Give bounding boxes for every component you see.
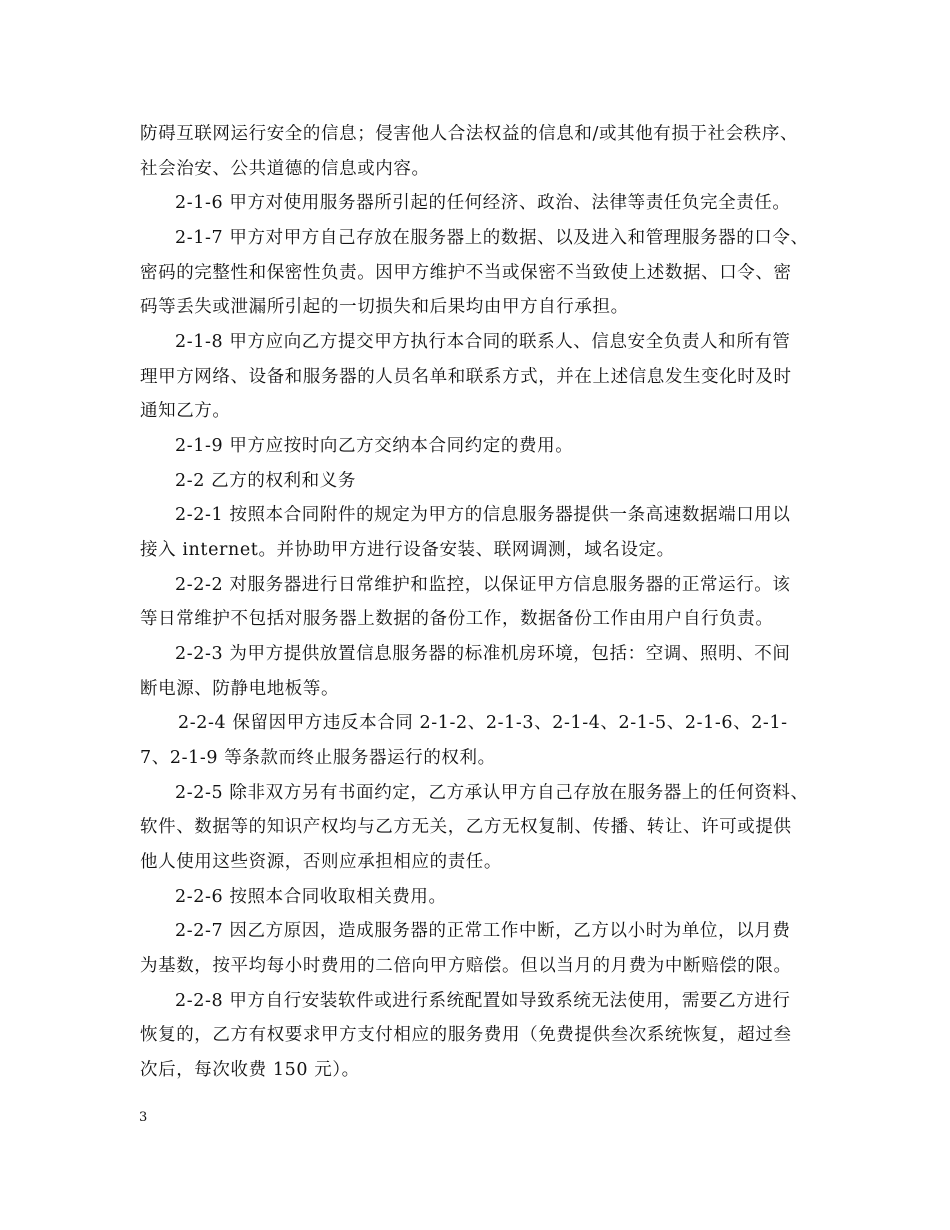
section-heading: 2-2 乙方的权利和义务 xyxy=(175,471,356,491)
text-line: 2-1-9 甲方应按时向乙方交纳本合同约定的费用。 xyxy=(175,436,574,456)
text-line: 2-1-7 甲方对甲方自己存放在服务器上的数据、以及进入和管理服务器的口令、 xyxy=(175,228,809,248)
text-line: 2-2-1 按照本合同附件的规定为甲方的信息服务器提供一条高速数据端口用以 xyxy=(175,505,791,525)
text-line: 为基数，按平均每小时费用的二倍向甲方赔偿。但以当月的月费为中断赔偿的限。 xyxy=(140,956,792,976)
text-line: 社会治安、公共道德的信息或内容。 xyxy=(140,159,430,179)
text-line: 软件、数据等的知识产权均与乙方无关，乙方无权复制、传播、转让、许可或提供 xyxy=(140,817,792,837)
text-line: 密码的完整性和保密性负责。因甲方维护不当或保密不当致使上述数据、口令、密 xyxy=(140,263,792,283)
text-line: 2-2-4 保留因甲方违反本合同 2-1-2、2-1-3、2-1-4、2-1-5、2-1-6、2-1- xyxy=(178,713,788,733)
text-line: 通知乙方。 xyxy=(140,401,231,421)
page-number: 3 xyxy=(139,1110,148,1125)
text-line: 2-1-6 甲方对使用服务器所引起的任何经济、政治、法律等责任负完全责任。 xyxy=(175,193,791,213)
text-line: 2-2-3 为甲方提供放置信息服务器的标准机房环境，包括：空调、照明、不间 xyxy=(175,644,791,664)
text-line: 防碍互联网运行安全的信息；侵害他人合法权益的信息和/或其他有损于社会秩序、 xyxy=(140,124,799,144)
text-line: 2-2-6 按照本合同收取相关费用。 xyxy=(175,887,447,907)
text-line: 等日常维护不包括对服务器上数据的备份工作，数据备份工作由用户自行负责。 xyxy=(140,609,774,629)
text-line: 2-2-2 对服务器进行日常维护和监控，以保证甲方信息服务器的正常运行。该 xyxy=(175,575,791,595)
text-line: 接入 internet。并协助甲方进行设备安装、联网调测，域名设定。 xyxy=(140,540,675,560)
text-line: 2-2-5 除非双方另有书面约定，乙方承认甲方自己存放在服务器上的任何资料、 xyxy=(175,783,809,803)
text-line: 理甲方网络、设备和服务器的人员名单和联系方式，并在上述信息发生变化时及时 xyxy=(140,367,792,387)
text-line: 2-2-7 因乙方原因，造成服务器的正常工作中断，乙方以小时为单位，以月费 xyxy=(175,921,791,941)
text-line: 2-2-8 甲方自行安装软件或进行系统配置如导致系统无法使用，需要乙方进行 xyxy=(175,991,791,1011)
text-line: 恢复的，乙方有权要求甲方支付相应的服务费用（免费提供叁次系统恢复，超过叁 xyxy=(140,1025,792,1045)
text-line: 7、2-1-9 等条款而终止服务器运行的权利。 xyxy=(140,748,496,768)
text-line: 断电源、防静电地板等。 xyxy=(140,679,340,699)
text-line: 次后，每次收费 150 元）。 xyxy=(140,1060,360,1080)
text-line: 他人使用这些资源，否则应承担相应的责任。 xyxy=(140,852,502,872)
text-line: 码等丢失或泄漏所引起的一切损失和后果均由甲方自行承担。 xyxy=(140,297,629,317)
text-line: 2-1-8 甲方应向乙方提交甲方执行本合同的联系人、信息安全负责人和所有管 xyxy=(175,332,791,352)
